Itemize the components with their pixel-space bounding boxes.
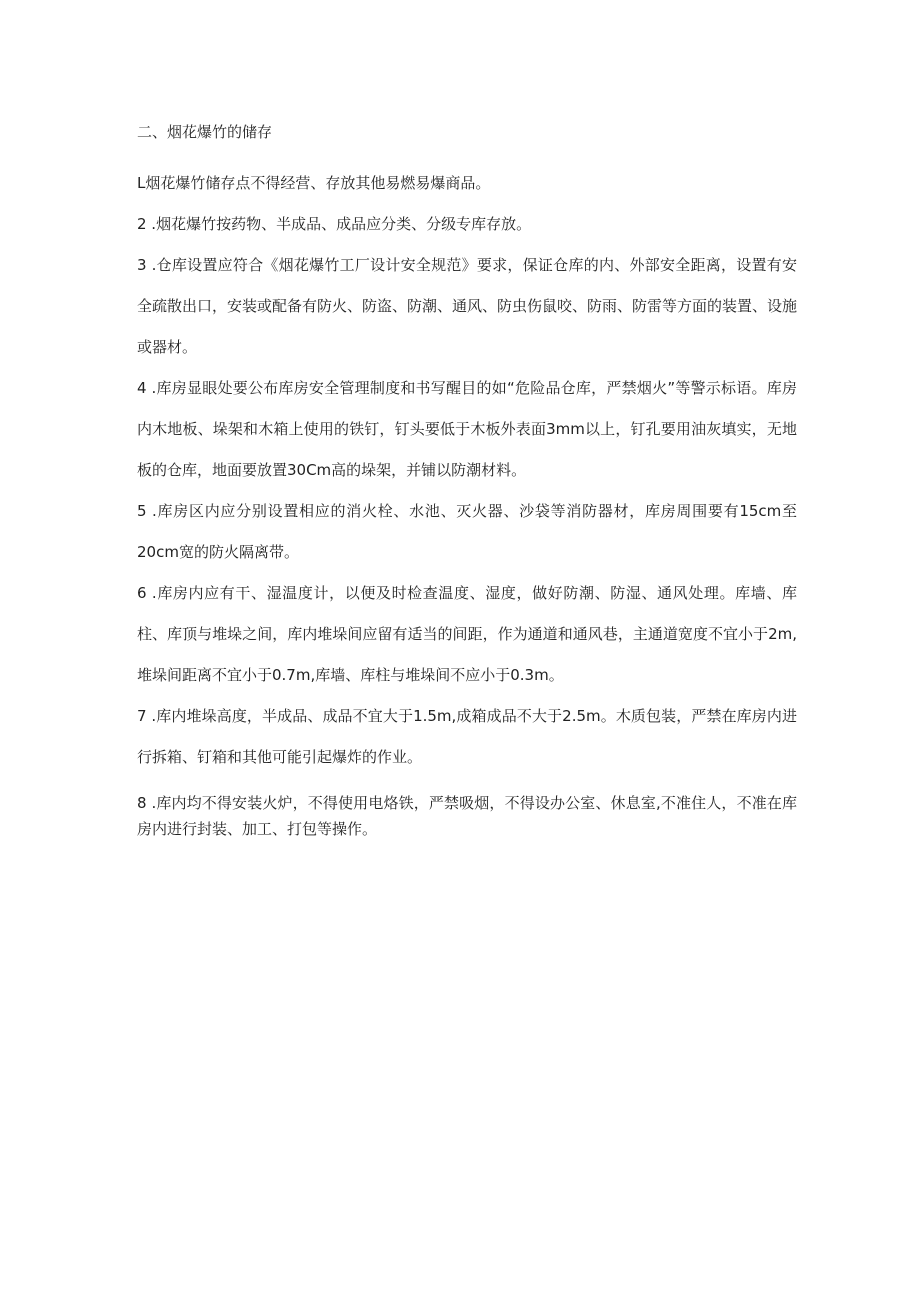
paragraph-6: 6 .库房内应有干、湿温度计，以便及时检查温度、湿度，做好防潮、防湿、通风处理。库墙、库柱、库顶与堆垛之间，库内堆垛间应留有适当的间距，作为通道和通风巷，主通道宽度不宜小于2m,堆垛间距离不宜小于0.7m,库墙、库柱与堆垛间不应小于0.3m。 — [137, 584, 797, 684]
section-heading: 二、烟花爆竹的储存 — [137, 123, 273, 141]
paragraph-5: 5 .库房区内应分别设置相应的消火栓、水池、灭火器、沙袋等消防器材，库房周围要有15cm至20cm宽的防火隔离带。 — [137, 502, 797, 561]
paragraph-7: 7 .库内堆垛高度，半成品、成品不宜大于1.5m,成箱成品不大于2.5m。木质包装，严禁在库房内进行拆箱、钉箱和其他可能引起爆炸的作业。 — [137, 707, 797, 766]
document-body — [137, 120, 797, 842]
paragraph-4: 4 .库房显眼处要公布库房安全管理制度和书写醒目的如“危险品仓库，严禁烟火”等警示标语。库房内木地板、垛架和木箱上使用的铁钉，钉头要低于木板外表面3mm以上，钉孔要用油灰填实，无地板的仓库，地面要放置30Cm高的垛架，并铺以防潮材料。 — [137, 379, 797, 479]
paragraph-1: L烟花爆竹储存点不得经营、存放其他易燃易爆商品。 — [137, 174, 491, 192]
paragraph-3: 3 .仓库设置应符合《烟花爆竹工厂设计安全规范》要求，保证仓库的内、外部安全距离，设置有安全疏散出口，安装或配备有防火、防盗、防潮、通风、防虫伤鼠咬、防雨、防雷等方面的装置、设施或器材。 — [137, 256, 798, 356]
paragraph-2: 2 .烟花爆竹按药物、半成品、成品应分类、分级专库存放。 — [137, 215, 532, 233]
paragraph-8: 8 .库内均不得安装火炉，不得使用电烙铁，严禁吸烟，不得设办公室、休息室,不准住人，不准在库房内进行封装、加工、打包等操作。 — [137, 794, 797, 838]
